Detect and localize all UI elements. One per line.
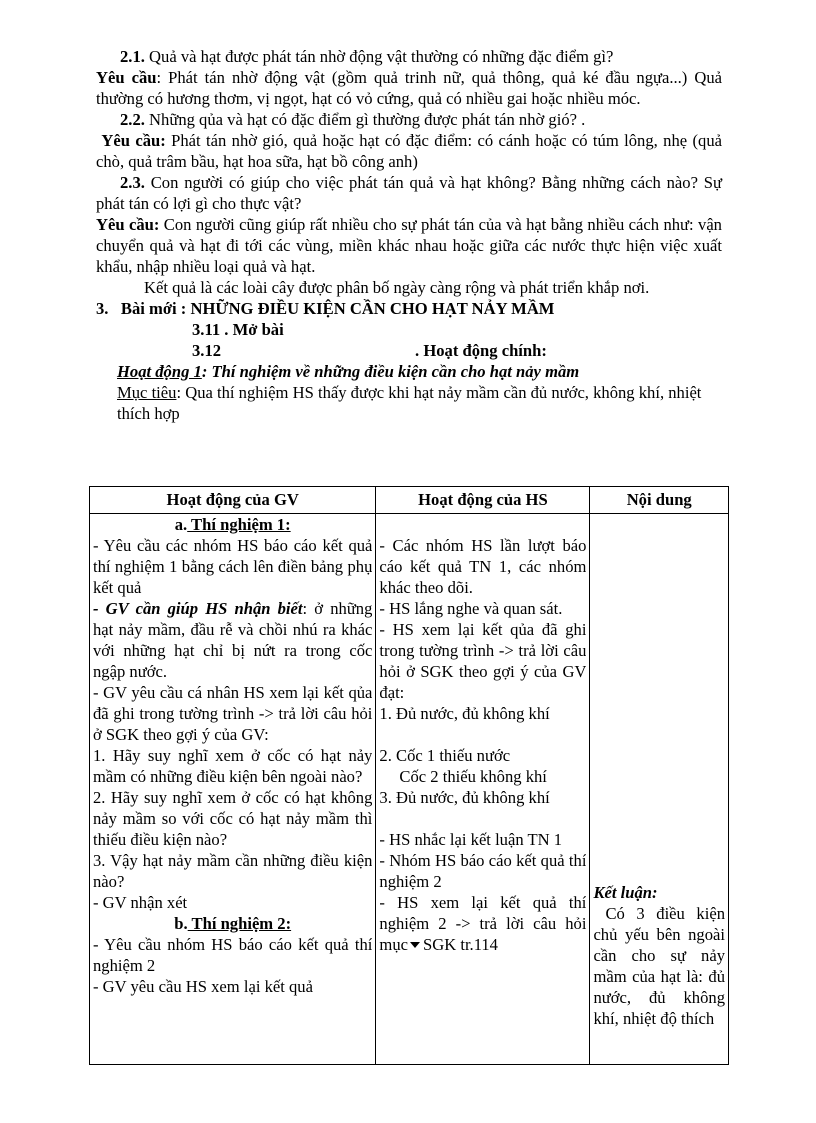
- gv-question-3: 3. Vậy hạt nảy mầm cần những điều kiện nào?: [93, 851, 373, 891]
- experiment-1-title: a. Thí nghiệm 1:: [174, 515, 291, 534]
- table-header-row: [90, 487, 729, 514]
- gv-line-3: - GV yêu cầu cá nhân HS xem lại kết qủa đã ghi trong tường trình -> trả lời câu hỏi ở SGK theo gợi ý của GV:: [93, 683, 373, 744]
- hs-answer-2b: Cốc 2 thiếu không khí: [399, 767, 547, 786]
- triangle-down-icon: [410, 942, 420, 948]
- activity-table: [89, 486, 729, 1065]
- header-hs: Hoạt động của HS: [376, 487, 590, 514]
- hs-line-3: - HS xem lại kết qủa đã ghi trong tường trình -> trả lời câu hỏi ở SGK theo gợi ý của GV đạt:: [379, 620, 587, 702]
- gv-line-1: - Yêu cầu các nhóm HS báo cáo kết quả thí nghiệm 1 bằng cách lên điền bảng phụ kết quả: [93, 536, 373, 597]
- gv-line-2: - GV cần giúp HS nhận biết: ở những hạt nảy mầm, đầu rễ và chồi nhú ra khác với những hạt chỉ bị nứt ra trong cốc ngập nước.: [93, 599, 373, 681]
- hs-line-5: - Nhóm HS báo cáo kết quả thí nghiệm 2: [379, 851, 587, 891]
- section-3-12: 3.12 . Hoạt động chính:: [192, 341, 547, 360]
- hs-line-2: - HS lắng nghe và quan sát.: [379, 599, 563, 618]
- content-column: [590, 514, 729, 1065]
- table-row: [90, 514, 729, 1065]
- hs-answer-2a: 2. Cốc 1 thiếu nước: [379, 746, 511, 765]
- header-content: Nội dung: [590, 487, 729, 514]
- gv-line-4: - GV nhận xét: [93, 893, 188, 912]
- header-gv: Hoạt động của GV: [90, 487, 376, 514]
- gv-question-2: 2. Hãy suy nghĩ xem ở cốc có hạt không nảy mầm so với cốc có hạt nảy mầm thì thiếu điều kiện nào?: [93, 788, 373, 849]
- question-2-1: 2.1. Quả và hạt được phát tán nhờ động vật thường có những đặc điểm gì?: [120, 47, 614, 66]
- hs-line-4: - HS nhắc lại kết luận TN 1: [379, 830, 563, 849]
- hs-column: [376, 514, 590, 1065]
- gv-line-5: - Yêu cầu nhóm HS báo cáo kết quả thí nghiệm 2: [93, 935, 373, 975]
- document-page: [96, 46, 722, 424]
- section-3-11: 3.11 . Mở bài: [192, 320, 284, 339]
- answer-2-1: Yêu cầu: Phát tán nhờ động vật (gồm quả trinh nữ, quả thông, quả ké đầu ngựa...) Quả thường có hương thơm, vị ngọt, hạt có vỏ cứng, quả có nhiều gai hoặc nhiều móc.: [96, 68, 722, 108]
- hs-answer-3: 3. Đủ nước, đủ không khí: [379, 788, 550, 807]
- section-3-heading: 3. Bài mới : NHỮNG ĐIỀU KIỆN CẦN CHO HẠT NẢY MẦM: [96, 299, 555, 318]
- gv-column: [90, 514, 376, 1065]
- question-2-2: 2.2. Những qủa và hạt có đặc điểm gì thường được phát tán nhờ gió? .: [120, 110, 586, 129]
- answer-2-2: Yêu cầu: Phát tán nhờ gió, quả hoặc hạt có đặc điểm: có cánh hoặc có túm lông, nhẹ (quả chò, quả trâm bầu, hạt hoa sữa, hạt bồ công anh): [96, 131, 722, 171]
- experiment-2-title: b. Thí nghiệm 2:: [174, 914, 292, 933]
- hs-line-1: - Các nhóm HS lần lượt báo cáo kết quả TN 1, các nhóm khác theo dõi.: [379, 536, 587, 597]
- conclusion-text: Có 3 điều kiện chủ yếu bên ngoài cần cho sự nảy mầm của hạt là: đủ nước, đủ không khí, nhiệt độ thích: [593, 904, 725, 1028]
- conclusion-label: Kết luận:: [593, 883, 658, 902]
- gv-question-1: 1. Hãy suy nghĩ xem ở cốc có hạt nảy mầm có những điều kiện bên ngoài nào?: [93, 746, 373, 786]
- question-2-3: 2.3. Con người có giúp cho việc phát tán quả và hạt không? Bằng những cách nào? Sự phát tán có lợi gì cho thực vật?: [96, 173, 722, 213]
- gv-line-6: - GV yêu cầu HS xem lại kết quả: [93, 977, 313, 996]
- goal-paragraph: Mục tiêu: Qua thí nghiệm HS thấy được khi hạt nảy mầm cần đủ nước, không khí, nhiệt thích hợp: [117, 383, 702, 423]
- answer-2-3: Yêu cầu: Con người cũng giúp rất nhiều cho sự phát tán của và hạt bằng nhiều cách như: vận chuyển quả và hạt đi tới các vùng, miền khác nhau hoặc giữa các nước thực hiện việc xuất khẩu, nhập nhiều loại quả và hạt.: [96, 215, 722, 276]
- hs-answer-1: 1. Đủ nước, đủ không khí: [379, 704, 550, 723]
- hs-line-6: - HS xem lại kết quả thí nghiệm 2 -> trả lời câu hỏi mục SGK tr.114: [379, 893, 587, 954]
- activity-1-heading: Hoạt động 1: Thí nghiệm về những điều kiện cần cho hạt nảy mầm: [117, 362, 580, 381]
- result-paragraph: Kết quả là các loài cây được phân bố ngày càng rộng và phát triển khắp nơi.: [144, 278, 650, 297]
